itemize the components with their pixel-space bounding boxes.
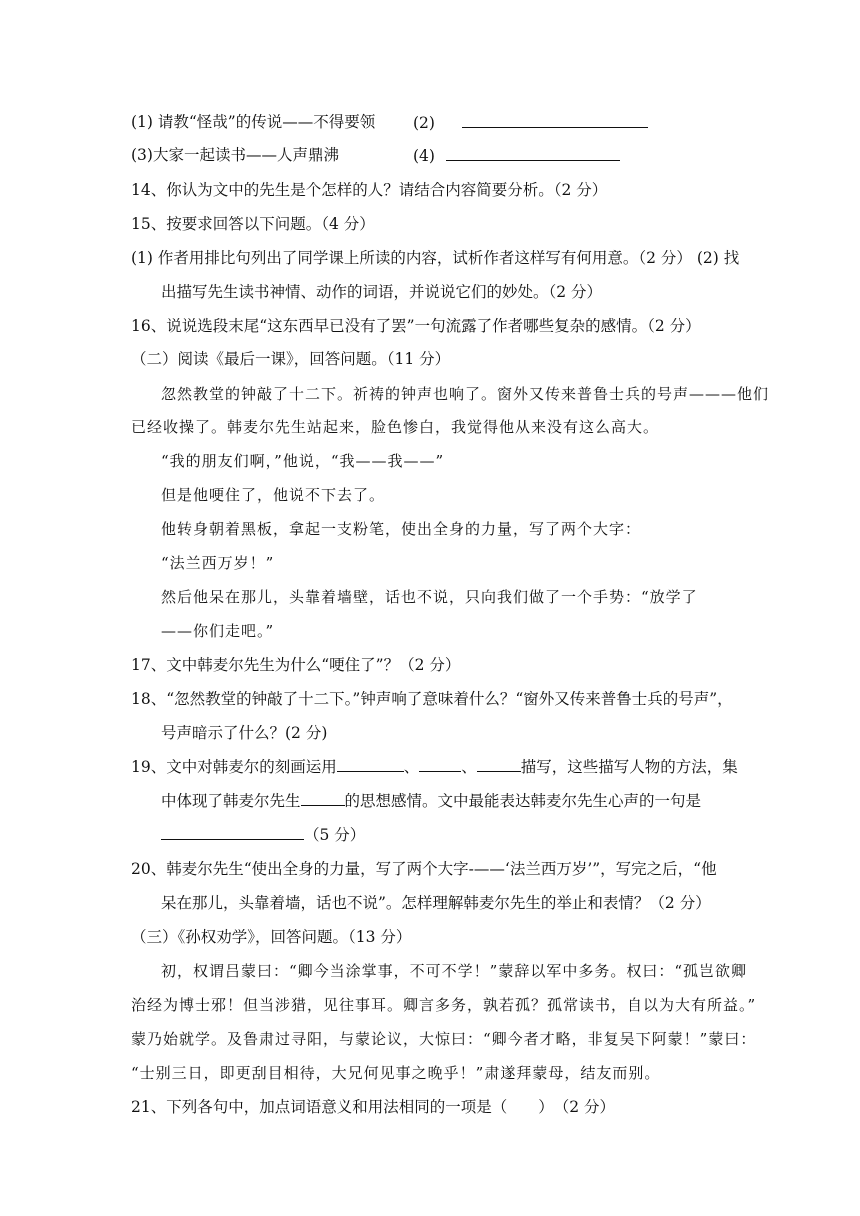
- passage-3-line-3: 蒙乃始就学。及鲁肃过寻阳，与蒙论议，大惊曰：“卿今者才略，非复吴下阿蒙！”蒙曰：: [131, 1030, 757, 1048]
- q13-item-4: [413, 145, 620, 166]
- question-18-line-2: 号声暗示了什么？(2 分): [161, 724, 328, 742]
- section-2-heading: （二）阅读《最后一课》，回答问题。（11 分）: [131, 350, 451, 368]
- question-15-line-1: (1) 作者用排比句列出了同学课上所读的内容，试析作者这样写有何用意。（2 分） (2) 找: [131, 249, 740, 267]
- question-19-line-3: [161, 825, 365, 845]
- question-15-line-2: 出描写先生读书神情、动作的词语，并说说它们的妙处。（2 分）: [161, 283, 603, 301]
- passage-3-line-2: 治经为博士邪！但当涉猎，见往事耳。卿言多务，孰若孤？孤常读书，自以为大有所益。”: [131, 996, 757, 1014]
- item-2-label: (2): [413, 114, 435, 132]
- passage-2-line-6: “法兰西万岁！”: [161, 554, 275, 572]
- q19-sep: 、: [403, 758, 420, 776]
- question-20-line-1: 20、韩麦尔先生“使出全身的力量，写了两个大字-——‘法兰西万岁’”，写完之后，“他: [131, 860, 717, 878]
- q19-text: 中体现了韩麦尔先生: [161, 792, 301, 810]
- q13-item-2: [413, 112, 648, 133]
- passage-2-line-1: 忽然教堂的钟敲了十二下。祈祷的钟声也响了。窗外又传来普鲁士兵的号声———他们: [161, 385, 770, 403]
- question-15: 15、按要求回答以下问题。（4 分）: [131, 215, 375, 233]
- passage-2-line-8: ——你们走吧。”: [161, 622, 275, 640]
- question-17: 17、文中韩麦尔先生为什么“哽住了”？（2 分）: [131, 656, 461, 674]
- question-16: 16、说说选段末尾“这东西早已没有了罢”一句流露了作者哪些复杂的感情。（2 分）: [131, 317, 701, 335]
- passage-2-line-2: 已经收操了。韩麦尔先生站起来，脸色惨白，我觉得他从来没有这么高大。: [131, 418, 660, 436]
- question-21: 21、下列各句中，加点词语意义和用法相同的一项是（ ） （2 分）: [131, 1098, 616, 1116]
- passage-2-line-5: 他转身朝着黑板，拿起一支粉笔，使出全身的力量，写了两个大字：: [161, 520, 642, 538]
- question-19-line-1: [131, 757, 738, 777]
- passage-3-line-1: 初，权谓吕蒙曰：“卿今当涂掌事，不可不学！”蒙辞以军中多务。权曰：“孤岂欲卿: [161, 962, 748, 980]
- q13-item-1: [131, 112, 375, 132]
- answer-blank[interactable]: [337, 757, 404, 772]
- q19-text: 的思想感情。文中最能表达韩麦尔先生心声的一句是: [344, 792, 702, 810]
- q19-text: 描写，这些描写人物的方法，集: [520, 758, 738, 776]
- answer-blank[interactable]: [477, 757, 521, 772]
- q13-item-3: [131, 145, 339, 165]
- passage-2-line-7: 然后他呆在那儿，头靠着墙壁，话也不说，只向我们做了一个手势：“放学了: [161, 588, 698, 606]
- answer-blank[interactable]: [446, 145, 620, 161]
- question-14: 14、你认为文中的先生是个怎样的人？请结合内容简要分析。（2 分）: [131, 181, 608, 199]
- passage-3-line-4: “士别三日，即更刮目相待，大兄何见事之晚乎！”肃遂拜蒙母，结友而别。: [131, 1064, 661, 1082]
- item-3-text: (3)大家一起读书——人声鼎沸: [131, 146, 339, 164]
- passage-2-line-4: 但是他哽住了，他说不下去了。: [161, 486, 386, 504]
- item-1-text: (1) 请教“怪哉”的传说——不得要领: [131, 113, 376, 131]
- question-18-line-1: 18、“忽然教堂的钟敲了十二下。”钟声响了意味着什么？“窗外又传来普鲁士兵的号声”，: [131, 690, 733, 708]
- answer-blank[interactable]: [419, 757, 461, 772]
- question-20-line-2: 呆在那儿，头靠着墙，话也不说”。怎样理解韩麦尔先生的举止和表情？（2 分）: [161, 894, 711, 912]
- q19-text: 19、文中对韩麦尔的刻画运用: [131, 758, 337, 776]
- q19-points: （5 分）: [304, 826, 366, 844]
- answer-blank[interactable]: [462, 112, 648, 128]
- item-4-label: (4): [413, 147, 435, 165]
- answer-blank[interactable]: [301, 791, 345, 806]
- passage-2-line-3: “我的朋友们啊，”他说，“我——我——”: [161, 452, 445, 470]
- q19-sep: 、: [461, 758, 477, 776]
- answer-blank[interactable]: [161, 825, 304, 840]
- question-19-line-2: [161, 791, 701, 811]
- section-3-heading: （三）《孙权劝学》，回答问题。（13 分）: [131, 928, 412, 946]
